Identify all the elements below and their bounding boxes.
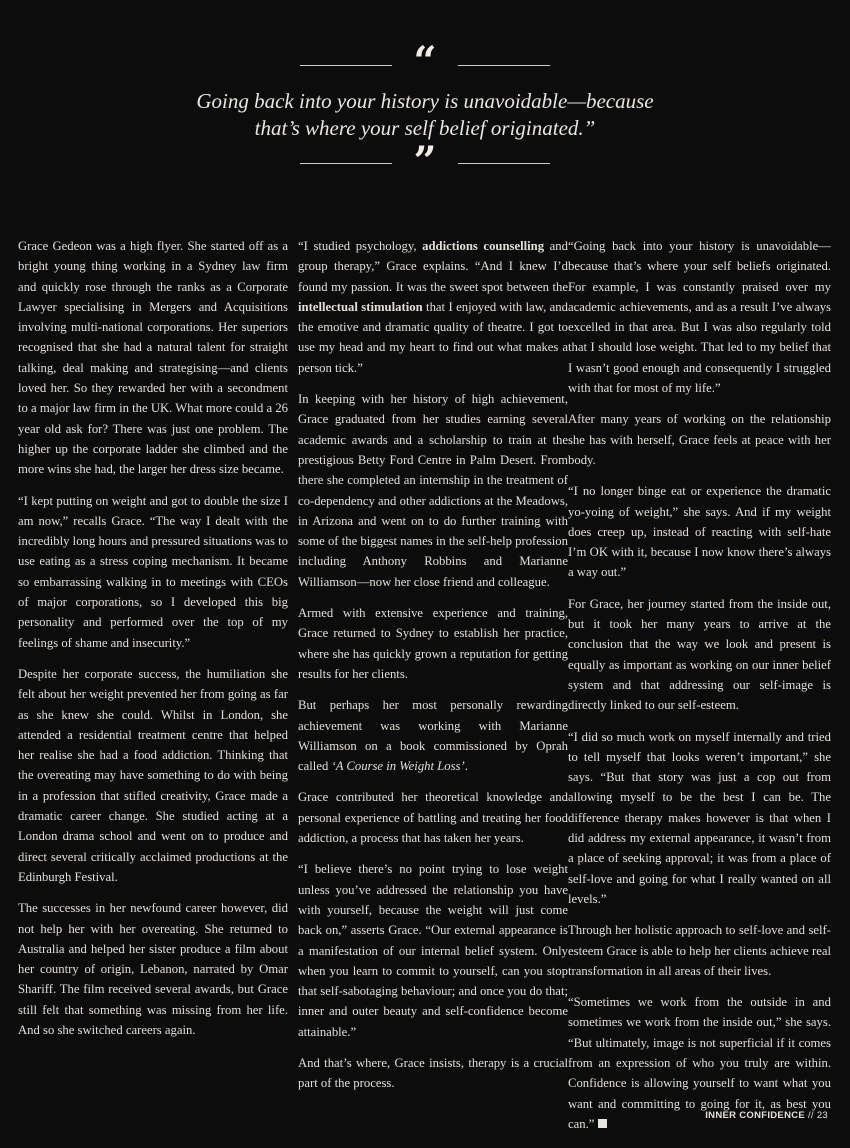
paragraph [298, 236, 568, 378]
page-footer [705, 1110, 828, 1121]
publication-name: INNER CONFIDENCE [705, 1110, 806, 1121]
pull-quote-text [120, 88, 730, 142]
paragraph: And that’s where, Grace insists, therapy is a crucial part of the process. [298, 1055, 568, 1091]
bold-term: intellectual stimulation [298, 299, 423, 314]
footer-separator: // [807, 1110, 814, 1121]
paragraph: Through her holistic approach to self-love and self-esteem Grace is able to help her clients achieve real transformation in all areas of their lives. [568, 923, 831, 978]
paragraph: After many years of working on the relationship she has with herself, Grace feels at peace with her body. [568, 412, 831, 467]
end-mark-icon [598, 1119, 607, 1128]
paragraph: “I no longer binge eat or experience the dramatic yo-yoing of weight,” she says. And if my weight does creep up, instead of reacting with self-hate I’m OK with it, because I now know there’s always a way out.” [568, 484, 831, 580]
paragraph: Grace Gedeon was a high flyer. She started off as a bright young thing working in a Sydney law firm and quickly rose through the ranks as a Corporate Lawyer specialising in Mergers and Acquisitions involving multi-national corporations. Her superiors recognised that she had a natural talent for straight talking, deal making and strategising—and clients loved her. So they rewarded her with a secondment to a major law firm in the UK. What more could a 26 year old ask for? There was just one problem. The higher up the corporate ladder she climbed and the more wins she had, the larger her dress size became. [18, 239, 289, 477]
article-column-1 [18, 236, 288, 1051]
pull-quote-top-right-rule [458, 65, 550, 66]
text-run: and group therapy,” Grace explains. “And I knew I’d found my passion. It was the sweet spot between the [298, 239, 568, 294]
paragraph: “I did so much work on myself internally and tried to tell myself that looks weren’t important,” she says. “But that story was just a cop out from allowing myself to be the best I can be. The difference therapy makes however is that when I did address my external appearance, it wasn’t from a place of seeking approval; it was from a place of self-love and going for what I really wanted on all levels.” [568, 729, 831, 906]
article-column-2 [298, 236, 568, 1105]
text-run: “I studied psychology, [298, 239, 423, 253]
book-title: ‘A Course in Weight Loss’ [331, 759, 465, 774]
paragraph: “I kept putting on weight and got to double the size I am now,” recalls Grace. “The way I dealt with the incredibly long hours and pressured situations was to use eating as a stress coping mechanism. It became so embarrassing walking in to meetings with CEOs of major corporations, so I developed this big personality and performed over the top of my feelings of shame and insecurity.” [18, 493, 288, 650]
paragraph: For Grace, her journey started from the inside out, but it took her many years to arrive at the conclusion that the way we look and present is equally as important as working on our inner belief system and that addressing our self-image is directly linked to our self-esteem. [568, 596, 831, 713]
paragraph: “I believe there’s no point trying to lose weight unless you’ve addressed the relationship you have with yourself, because the weight will just come back on,” asserts Grace. “Our external appearance is a manifestation of our internal belief system. Only when you learn to commit to yourself, can you stop that self-sabotaging behaviour; and once you do that; inner and outer beauty and self-confidence become attainable.” [298, 862, 568, 1039]
text-run: that I enjoyed with law, and the emotive and dramatic quality of theatre. I got to use my head and my heart to find out what makes a person tick.” [298, 299, 568, 375]
open-quote-mark: “ [413, 38, 437, 85]
article-column-3 [568, 236, 831, 1145]
close-quote-mark: ” [413, 138, 437, 185]
paragraph: Grace contributed her theoretical knowledge and personal experience of battling and treating her food addiction, a process that has taken her years. [298, 790, 568, 846]
paragraph [298, 695, 568, 776]
pull-quote-top-left-rule [300, 65, 392, 66]
paragraph: “Going back into your history is unavoidable—because that’s where your self beliefs originated. For example, I was constantly praised over my academic achievements, and as a result I’ve always excelled in that area. But I was also regularly told that I should lose weight. That led to my belief that I wasn’t good enough and consequently I struggled with that for most of my life.” [568, 239, 831, 396]
text-run: “Sometimes we work from the outside in and sometimes we work from the inside out,” she says. “But ultimately, image is not superficial if it comes from an expression of who you truly are within. Confidence is allowing yourself to want what you want and committing to going for it, as best you can.” [568, 995, 831, 1131]
paragraph: Armed with extensive experience and training, Grace returned to Sydney to establish her practice, where she has quickly grown a reputation for getting results for her clients. [298, 606, 568, 681]
bold-term: addictions counselling [422, 239, 545, 253]
pull-quote-bottom-left-rule [300, 163, 392, 164]
pull-quote-line-2: that’s where your self belief originated.” [254, 116, 596, 140]
paragraph: The successes in her newfound career however, did not help her with her overeating. She returned to Australia and helped her sister produce a film about her country of origin, Lebanon, narrated by Omar Shariff. The film received several awards, but Grace still felt that something was missing from her life. And so she switched careers again. [18, 901, 288, 1037]
text-run: But perhaps her most personally rewarding achievement was working with Marianne Williamson on a book commissioned by Oprah called [298, 698, 568, 774]
paragraph: Despite her corporate success, the humiliation she felt about her weight prevented her from going as far as she knew she could. Whilst in London, she attended a residential treatment centre that helped her realise she had a food addiction. Thinking that the overeating may have something to do with being in a profession that stifled creativity, Grace made a dramatic career change. She studied acting at a London drama school and went on to produce and direct several critically acclaimed productions at the Edinburgh Festival. [18, 666, 288, 884]
page-number: 23 [816, 1110, 828, 1121]
paragraph: In keeping with her history of high achievement, Grace graduated from her studies earning several academic awards and a scholarship to train at the prestigious Betty Ford Centre in Palm Desert. From there she completed an internship in the treatment of co-dependency and other addictions at the Meadows, in Arizona and went on to do further training with some of the biggest names in the self-help profession including Anthony Robbins and Marianne Williamson—now her close friend and colleague. [298, 392, 568, 589]
pull-quote-bottom-right-rule [458, 163, 550, 164]
text-run: . [464, 759, 468, 774]
pull-quote-line-1: Going back into your history is unavoidable—because [196, 89, 654, 113]
pull-quote [0, 0, 850, 200]
